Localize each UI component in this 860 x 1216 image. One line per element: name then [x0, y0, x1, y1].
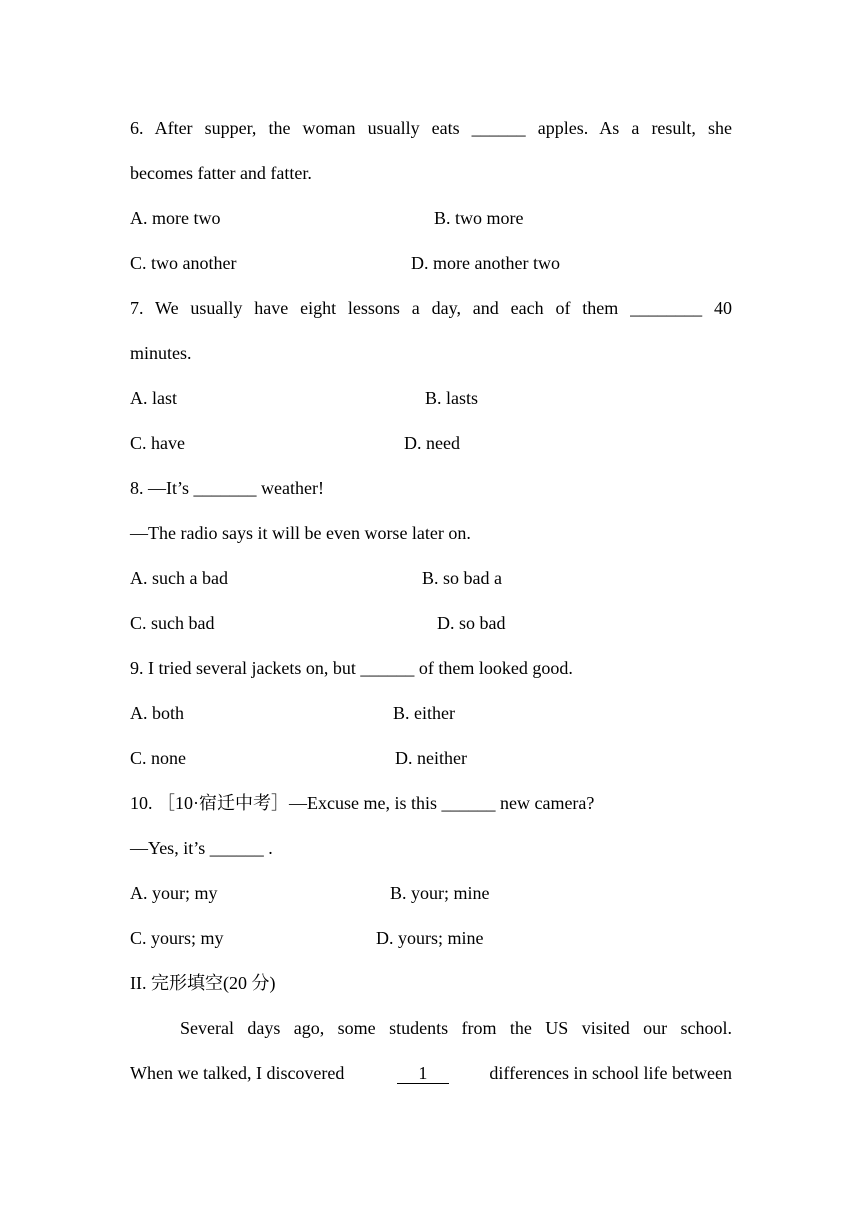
question-9-option-a: A. both [130, 703, 184, 723]
cloze-paragraph-line-2 [130, 1062, 732, 1084]
question-7-option-a: A. last [130, 388, 177, 408]
question-9-stem: 9. I tried several jackets on, but ______ of them looked good. [130, 658, 573, 678]
cloze-paragraph-line-1: Several days ago, some students from the US visited our school. [180, 1018, 732, 1038]
question-8-option-a: A. such a bad [130, 568, 228, 588]
question-8-stem: 8. —It’s _______ weather! [130, 478, 324, 498]
section-heading: II. 完形填空(20 分) [130, 973, 276, 993]
question-6-option-d: D. more another two [411, 253, 560, 273]
question-6-stem-cont: becomes fatter and fatter. [130, 163, 312, 183]
question-6-option-b: B. two more [434, 208, 524, 228]
question-7-option-b: B. lasts [425, 388, 479, 408]
question-8-option-b: B. so bad a [422, 568, 502, 588]
cloze-text-after-blank: differences in school life between [489, 1063, 732, 1083]
question-8-option-d: D. so bad [437, 613, 506, 633]
question-6-option-c: C. two another [130, 253, 237, 273]
question-10-stem: 10. ［10·宿迁中考］—Excuse me, is this ______ new camera? [130, 793, 595, 813]
question-9-option-c: C. none [130, 748, 186, 768]
question-9-option-d: D. neither [395, 748, 467, 768]
question-7-stem-cont: minutes. [130, 343, 192, 363]
question-7-stem: 7. We usually have eight lessons a day, and each of them ________ 40 [130, 298, 732, 318]
question-10-option-d: D. yours; mine [376, 928, 484, 948]
cloze-blank-1[interactable]: 1 [397, 1063, 449, 1084]
question-6-option-a: A. more two [130, 208, 221, 228]
question-10-option-c: C. yours; my [130, 928, 224, 948]
question-8-reply: —The radio says it will be even worse later on. [130, 523, 471, 543]
question-10-option-b: B. your; mine [390, 883, 490, 903]
question-6-stem: 6. After supper, the woman usually eats ______ apples. As a result, she [130, 118, 732, 138]
question-10-option-a: A. your; my [130, 883, 218, 903]
question-7-option-d: D. need [404, 433, 460, 453]
cloze-text-before-blank: When we talked, I discovered [130, 1063, 345, 1083]
question-7-option-c: C. have [130, 433, 185, 453]
question-10-reply: —Yes, it’s ______ . [130, 838, 273, 858]
question-8-option-c: C. such bad [130, 613, 215, 633]
question-9-option-b: B. either [393, 703, 455, 723]
